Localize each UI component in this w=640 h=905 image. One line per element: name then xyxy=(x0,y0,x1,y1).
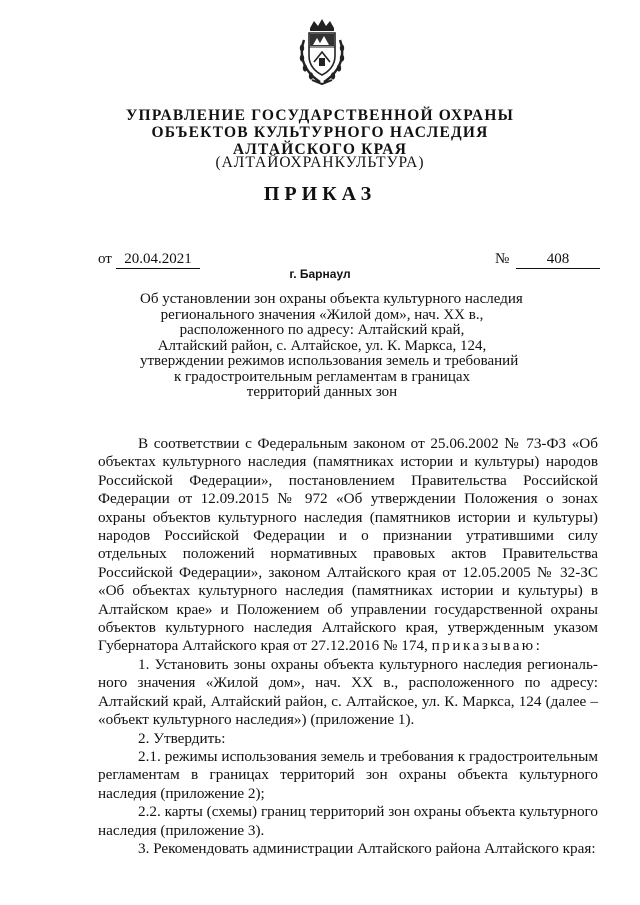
subject-line: Об установлении зон охраны объекта культурного наследия xyxy=(140,291,523,307)
item-1-paragraph: 1. Установить зоны охраны объекта культурного наследия региональ-ного значения «Жилой дом», нач. XX в., расположенного по адресу: Алтайский край, Алтайский район, с. Алтайское, ул. К. Маркса, 124 (далее – «объект культурного наследия») (приложение 1). xyxy=(98,655,598,729)
order-word: приказываю: xyxy=(431,637,543,655)
subject-line: расположенного по адресу: Алтайский край, xyxy=(179,322,465,338)
item-2-1-paragraph: 2.1. режимы использования земель и требования к градостроительным регламентам в границах территорий зон охраны объекта культурного наследия (приложение 2); xyxy=(98,747,598,802)
item-2-paragraph: 2. Утвердить: xyxy=(138,729,226,747)
document-body xyxy=(98,435,598,858)
org-short-name: (АЛТАЙОХРАНКУЛЬТУРА) xyxy=(215,154,425,171)
subject-line: регионального значения «Жилой дом», нач. XX в., xyxy=(160,306,484,323)
coat-of-arms-emblem xyxy=(296,18,348,88)
document-date: 20.04.2021 xyxy=(116,251,200,269)
date-prefix-label: от xyxy=(98,251,112,267)
document-type-title: ПРИКАЗ xyxy=(263,183,377,205)
preamble-text: В соответствии с Федеральным законом от 25.06.2002 № 73-ФЗ «Об объектах культурного наследия (памятниках истории и культуры) народов Российской Федерации», постановлением Правительства Российской Федерации от 12.09.2015 № 972 «Об утверждении Положения о зонах охраны объектов культурного наследия (памятников истории и культуры) народов Российской Федерации и о признании утратившими силу отдельных положений нормативных правовых актов Правительства Российской Федерации», законом Алтайского края от 12.05.2005 № 32-ЗС «Об объектах культурного наследия (памятниках истории и культуры) в Алтайском крае» и Положением об управлении государственной охраны объектов культурного наследия Алтайского края, утвержденным указом Губернатора Алтайского края от 27.12.2016 № 174, xyxy=(98,435,598,655)
org-name-line-1: УПРАВЛЕНИЕ ГОСУДАРСТВЕННОЙ ОХРАНЫ xyxy=(125,107,514,124)
document-subject xyxy=(140,291,523,401)
subject-line: Алтайский район, с. Алтайское, ул. К. Маркса, 124, xyxy=(157,337,487,354)
subject-line: к градостроительным регламентам в границах xyxy=(173,368,471,385)
subject-line: утверждении режимов использования земель и требований xyxy=(140,353,519,369)
item-3-paragraph: 3. Рекомендовать администрации Алтайского района Алтайского края: xyxy=(138,839,596,857)
org-name-line-2: ОБЪЕКТОВ КУЛЬТУРНОГО НАСЛЕДИЯ xyxy=(151,124,489,141)
document-city: г. Барнаул xyxy=(289,267,351,281)
subject-line: территорий данных зон xyxy=(246,384,398,400)
number-prefix-label: № xyxy=(495,251,510,267)
preamble-paragraph xyxy=(98,435,598,656)
org-name-line-3: АЛТАЙСКОГО КРАЯ xyxy=(232,141,408,158)
document-number: 408 xyxy=(516,251,600,269)
item-2-2-paragraph: 2.2. карты (схемы) границ территорий зон охраны объекта культурного наследия (приложение 3). xyxy=(98,803,598,839)
